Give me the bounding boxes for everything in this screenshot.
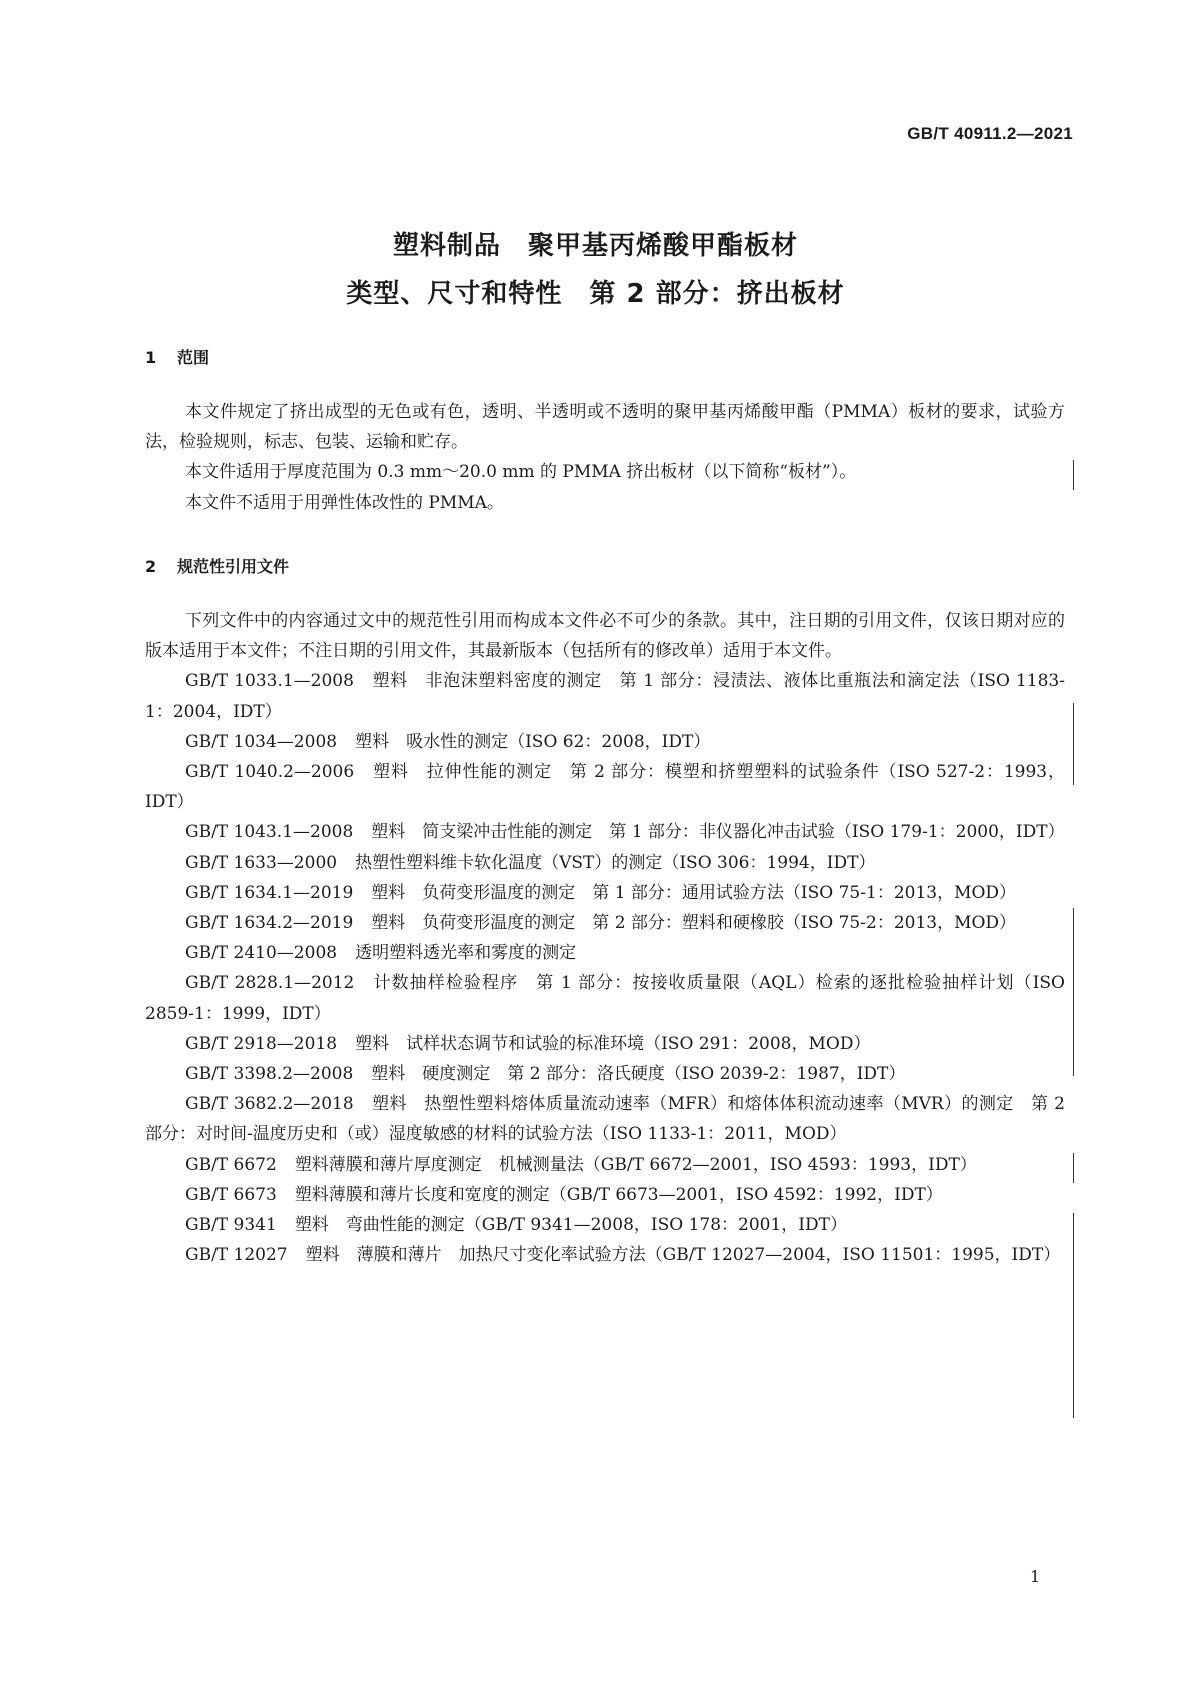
reference-code: GB/T 2828.1—2012 — [185, 973, 355, 994]
section-1-title: 范围 — [177, 348, 210, 367]
change-bar — [1073, 908, 1074, 1076]
reference-title: 塑料 弯曲性能的测定（GB/T 9341—2008，ISO 178：2001，IDT） — [294, 1215, 847, 1236]
reference-title: 塑料薄膜和薄片厚度测定 机械测量法（GB/T 6672—2001，ISO 4593：1993，IDT） — [294, 1154, 977, 1175]
reference-title: 塑料 负荷变形温度的测定 第 1 部分：通用试验方法（ISO 75-1：2013，MOD） — [371, 882, 1017, 903]
reference-title: 塑料 硬度测定 第 2 部分：洛氏硬度（ISO 2039-2：1987，IDT） — [371, 1064, 906, 1085]
reference-title: 塑料薄膜和薄片长度和宽度的测定（GB/T 6673—2001，ISO 4592：1992，IDT） — [294, 1184, 943, 1205]
scope-paragraph-1: 本文件规定了挤出成型的无色或有色，透明、半透明或不透明的聚甲基丙烯酸甲酯（PMMA）板材的要求，试验方法，检验规则，标志、包装、运输和贮存。 — [145, 402, 1065, 453]
reference-code: GB/T 1633—2000 — [185, 852, 338, 873]
reference-code: GB/T 1634.1—2019 — [185, 882, 354, 903]
reference-code: GB/T 6673 — [185, 1184, 277, 1205]
section-2-title: 规范性引用文件 — [177, 557, 290, 576]
reference-item — [145, 1059, 1065, 1089]
reference-code: GB/T 2410—2008 — [185, 943, 338, 964]
reference-item — [145, 908, 1065, 938]
references-intro: 下列文件中的内容通过文中的规范性引用而构成本文件必不可少的条款。其中，注日期的引用文件，仅该日期对应的版本适用于本文件；不注日期的引用文件，其最新版本（包括所有的修改单）适用于本文件。 — [145, 611, 1065, 662]
reference-title: 计数抽样检验程序 第 1 部分：按接收质量限（AQL）检索的逐批检验抽样计划（ISO 2859-1：1999，IDT） — [145, 973, 1065, 1024]
reference-item — [145, 727, 1065, 757]
section-1-number: 1 — [145, 348, 157, 367]
page-number: 1 — [1030, 1567, 1041, 1586]
reference-code: GB/T 1634.2—2019 — [185, 913, 354, 934]
reference-item — [145, 968, 1065, 1028]
standard-number: GB/T 40911.2—2021 — [907, 124, 1073, 143]
reference-code: GB/T 3398.2—2008 — [185, 1064, 354, 1085]
reference-title: 塑料 非泡沫塑料密度的测定 第 1 部分：浸渍法、液体比重瓶法和滴定法（ISO 1183-1：2004，IDT） — [145, 671, 1065, 722]
reference-item — [145, 1180, 1065, 1210]
section-1-body — [145, 397, 1065, 518]
section-2-heading — [145, 554, 289, 577]
reference-item — [145, 817, 1065, 847]
document-title — [0, 222, 1191, 318]
reference-title: 塑料 热塑性塑料熔体质量流动速率（MFR）和熔体体积流动速率（MVR）的测定 第 2 部分：对时间-温度历史和（或）湿度敏感的材料的试验方法（ISO 1133-1：2011，MOD） — [145, 1094, 1065, 1145]
reference-item — [145, 878, 1065, 908]
section-2-number: 2 — [145, 557, 157, 576]
reference-title: 塑料 拉伸性能的测定 第 2 部分：模塑和挤塑塑料的试验条件（ISO 527-2：1993，IDT） — [145, 762, 1065, 813]
reference-code: GB/T 3682.2—2018 — [185, 1094, 354, 1115]
reference-title: 透明塑料透光率和雾度的测定 — [355, 943, 577, 964]
reference-code: GB/T 6672 — [185, 1154, 277, 1175]
reference-code: GB/T 12027 — [185, 1245, 288, 1266]
reference-title: 塑料 简支梁冲击性能的测定 第 1 部分：非仪器化冲击试验（ISO 179-1：2000，IDT） — [371, 822, 1065, 843]
scope-paragraph-2: 本文件适用于厚度范围为 0.3 mm～20.0 mm 的 PMMA 挤出板材（以下简称“板材”）。 — [185, 462, 857, 483]
reference-code: GB/T 2918—2018 — [185, 1033, 338, 1054]
reference-code: GB/T 1043.1—2008 — [185, 822, 354, 843]
reference-code: GB/T 9341 — [185, 1215, 277, 1236]
reference-code: GB/T 1034—2008 — [185, 731, 338, 752]
reference-title: 塑料 吸水性的测定（ISO 62：2008，IDT） — [355, 731, 711, 752]
section-1-heading — [145, 345, 209, 368]
reference-title: 塑料 试样状态调节和试验的标准环境（ISO 291：2008，MOD） — [355, 1033, 871, 1054]
reference-item — [145, 1210, 1065, 1240]
reference-item — [145, 848, 1065, 878]
reference-title: 塑料 负荷变形温度的测定 第 2 部分：塑料和硬橡胶（ISO 75-2：2013，MOD） — [371, 913, 1017, 934]
reference-item — [145, 1150, 1065, 1180]
change-bar — [1073, 460, 1074, 490]
scope-paragraph-3: 本文件不适用于用弹性体改性的 PMMA。 — [185, 492, 504, 513]
change-bar — [1073, 703, 1074, 785]
reference-item — [145, 666, 1065, 726]
reference-title: 热塑性塑料维卡软化温度（VST）的测定（ISO 306：1994，IDT） — [355, 852, 876, 873]
reference-item — [145, 1089, 1065, 1149]
section-2-body — [145, 606, 1065, 1270]
title-line-1: 塑料制品 聚甲基丙烯酸甲酯板材 — [392, 231, 798, 261]
reference-item — [145, 938, 1065, 968]
title-line-2: 类型、尺寸和特性 第 2 部分：挤出板材 — [346, 279, 845, 309]
reference-item — [145, 1029, 1065, 1059]
reference-title: 塑料 薄膜和薄片 加热尺寸变化率试验方法（GB/T 12027—2004，ISO 11501：1995，IDT） — [305, 1245, 1061, 1266]
reference-item — [145, 1240, 1065, 1270]
reference-code: GB/T 1033.1—2008 — [185, 671, 354, 692]
reference-code: GB/T 1040.2—2006 — [185, 762, 355, 783]
change-bar — [1073, 1153, 1074, 1183]
change-bar — [1073, 1213, 1074, 1418]
reference-item — [145, 757, 1065, 817]
